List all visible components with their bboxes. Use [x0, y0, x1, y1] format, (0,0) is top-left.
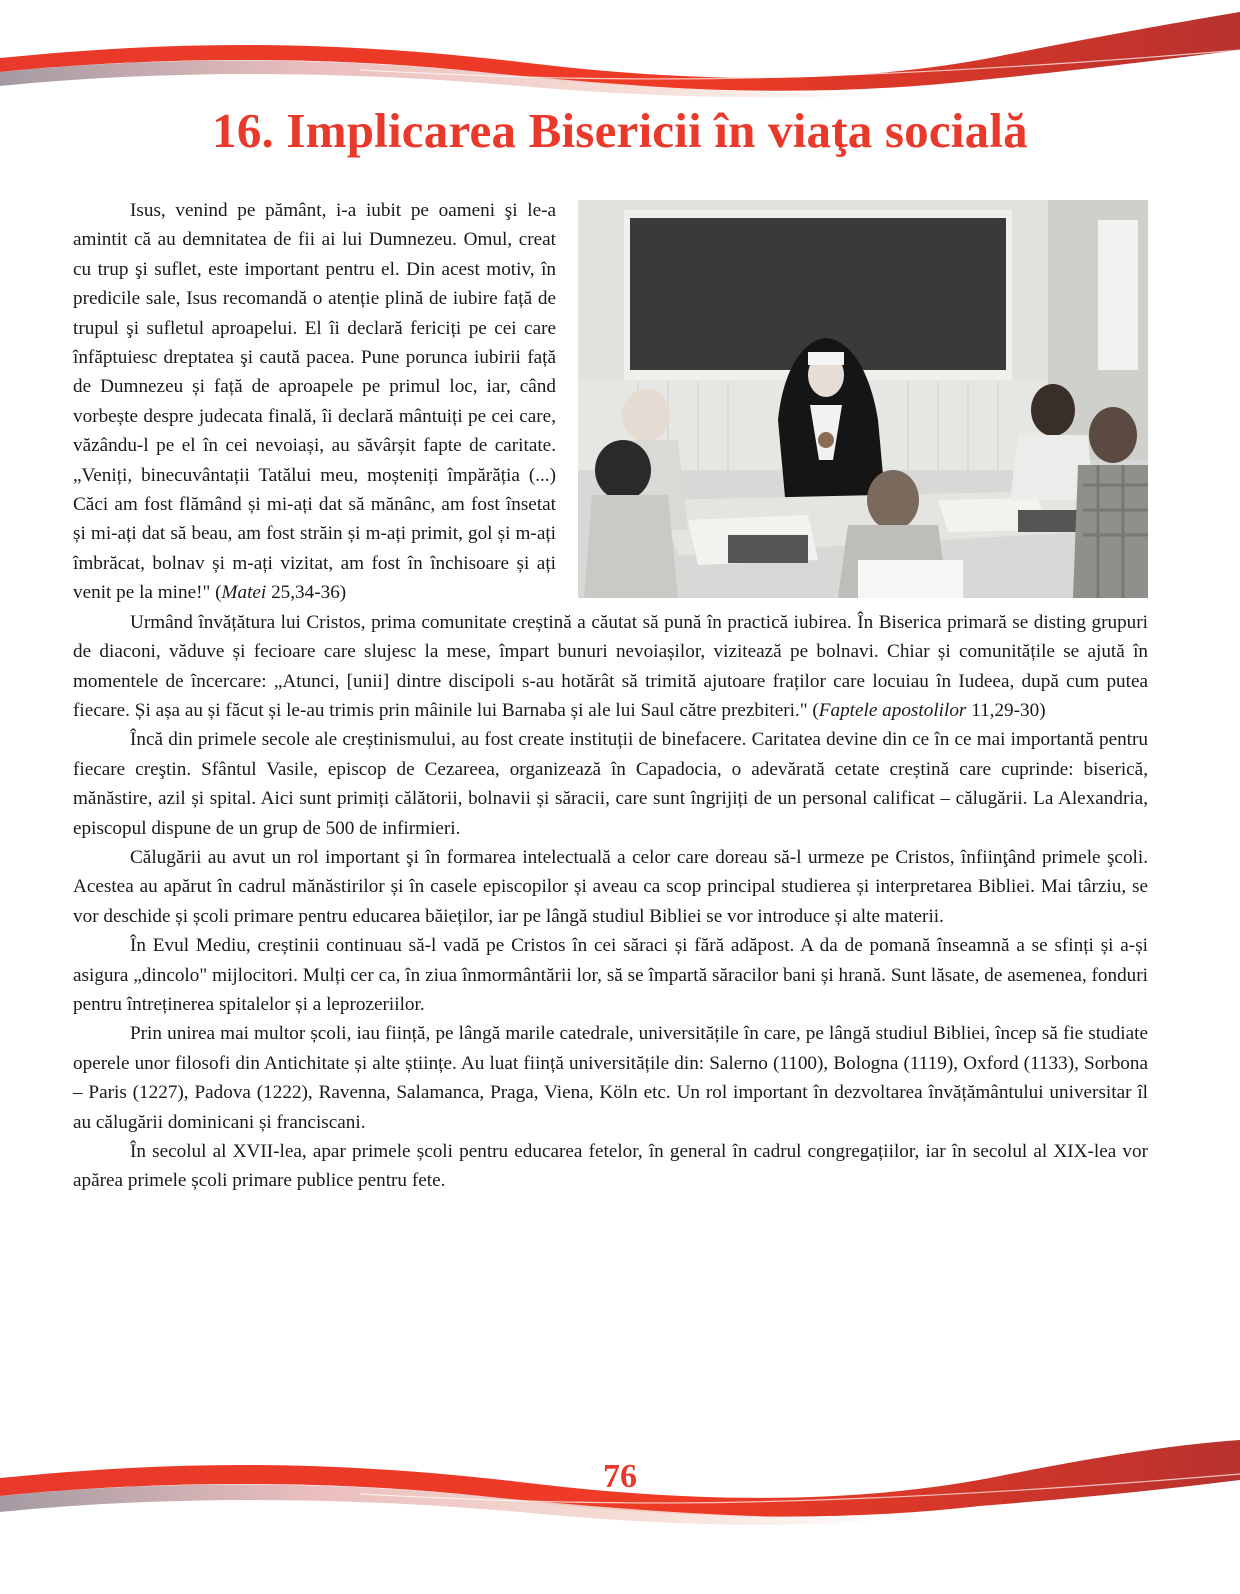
paragraph-5: În Evul Mediu, creștinii continuau să-l vadă pe Cristos în cei săraci și fără adăpost. A da de pomană înseamnă a se sfinți și a-și asigura „dincolo" mijlocitori. Mulți cer ca, în ziua înmormântării lor, să se împartă săracilor bani și hrană. Sunt lăsate, de asemenea, fonduri pentru întreținerea spitalelor și a leprozeriilor.: [73, 935, 1148, 1015]
article-body: [73, 196, 1148, 1196]
page-number: 76: [603, 1458, 637, 1495]
paragraph-4: Călugării au avut un rol important şi în formarea intelectuală a celor care doreau să-l urmeze pe Cristos, înfiinţând primele şcoli. Acestea au apărut în cadrul mănăstirilor și în casele episcopilor și aveau ca scop principal studierea și interpretarea Bibliei. Mai târziu, se vor deschide și școli primare pentru educarea băieților, iar pe lângă studiul Bibliei se vor introduce și alte materii.: [73, 846, 1148, 927]
top-ribbon-decoration: [0, 0, 1240, 110]
citation-book: Matei: [221, 582, 267, 604]
classroom-photo: [578, 200, 1148, 598]
paragraph-3: Încă din primele secole ale creștinismului, au fost create instituții de binefacere. Caritatea devine din ce în ce mai importantă pentru fiecare creştin. Sfântul Vasile, episcop de Cezareea, organizează în Capadocia, o adevărată cetate creștină care cuprinde: biserică, mănăstire, azil și spital. Aici sunt primiți călătorii, bolnavii și săracii, care sunt îngrijiți de un personal calificat – călugării. La Alexandria, episcopul dispune de un grup de 500 de infirmieri.: [73, 729, 1148, 839]
photo-image: [578, 200, 1148, 598]
page-title: 16. Implicarea Bisericii în viaţa socială: [212, 103, 1028, 158]
paragraph-6: Prin unirea mai multor școli, iau ființă, pe lângă marile catedrale, universitățile în care, pe lângă studiul Bibliei, încep să fie studiate operele unor filosofi din Antichitate și alte științe. Au luat ființă universitățile din: Salerno (1100), Bologna (1119), Oxford (1133), Sorbona – Paris (1227), Padova (1222), Ravenna, Salamanca, Praga, Viena, Köln etc. Un rol important în dezvoltarea învățământului universitar îl au călugării dominicani și franciscani.: [73, 1023, 1148, 1133]
citation-book: Faptele apostolilor: [818, 699, 967, 721]
paragraph-7: În secolul al XVII-lea, apar primele școli pentru educarea fetelor, în general în cadrul congregațiilor, iar în secolul al XIX-lea vor apărea primele școli primare publice pentru fete.: [73, 1141, 1148, 1192]
paragraph-2: Urmând învățătura lui Cristos, prima comunitate creștină a căutat să pună în practică iubirea. În Biserica primară se disting grupuri de diaconi, văduve și fecioare care slujesc la mese, împart bunuri nevoiașilor, vizitează pe bolnavi. Chiar și comunitățile se ajută în momentele de încercare: „Atunci, [unii] dintre discipoli s-au hotărât să trimită ajutoare fraților care locuiau în Iudeea, după cum putea fiecare. Și așa au și făcut și le-au trimis prin mâinile lui Barnaba și ale lui Saul către prezbiteri." (Faptele apostolilor 11,29-30): [73, 611, 1148, 721]
paragraph-1: Isus, venind pe pământ, i-a iubit pe oameni şi le-a amintit că au demnitatea de fii ai lui Dumnezeu. Omul, creat cu trup şi suflet, este important pentru el. Din acest motiv, în predicile sale, Isus recomandă o atenție plină de iubire față de trupul şi sufletul aproapelui. El îi declară fericiți pe cei care înfăptuiesc dreptatea şi caută pacea. Pune porunca iubirii față de Dumnezeu și față de aproapele pe primul loc, iar, când vorbește despre judecata finală, îi declară mântuiți pe cei care, văzându-l pe el în cei nevoiași, au săvârșit fapte de caritate. „Veniți, binecuvântații Tatălui meu, moșteniți împărăția (...) Căci am fost flămând și mi-ați dat să mănânc, am fost însetat și mi-ați dat să beau, am fost străin și m-ați primit, gol și m-ați îmbrăcat, bolnav și m-ați vizitat, am fost în închisoare și ați venit pe la mine!" (Matei 25,34-36): [73, 200, 556, 604]
